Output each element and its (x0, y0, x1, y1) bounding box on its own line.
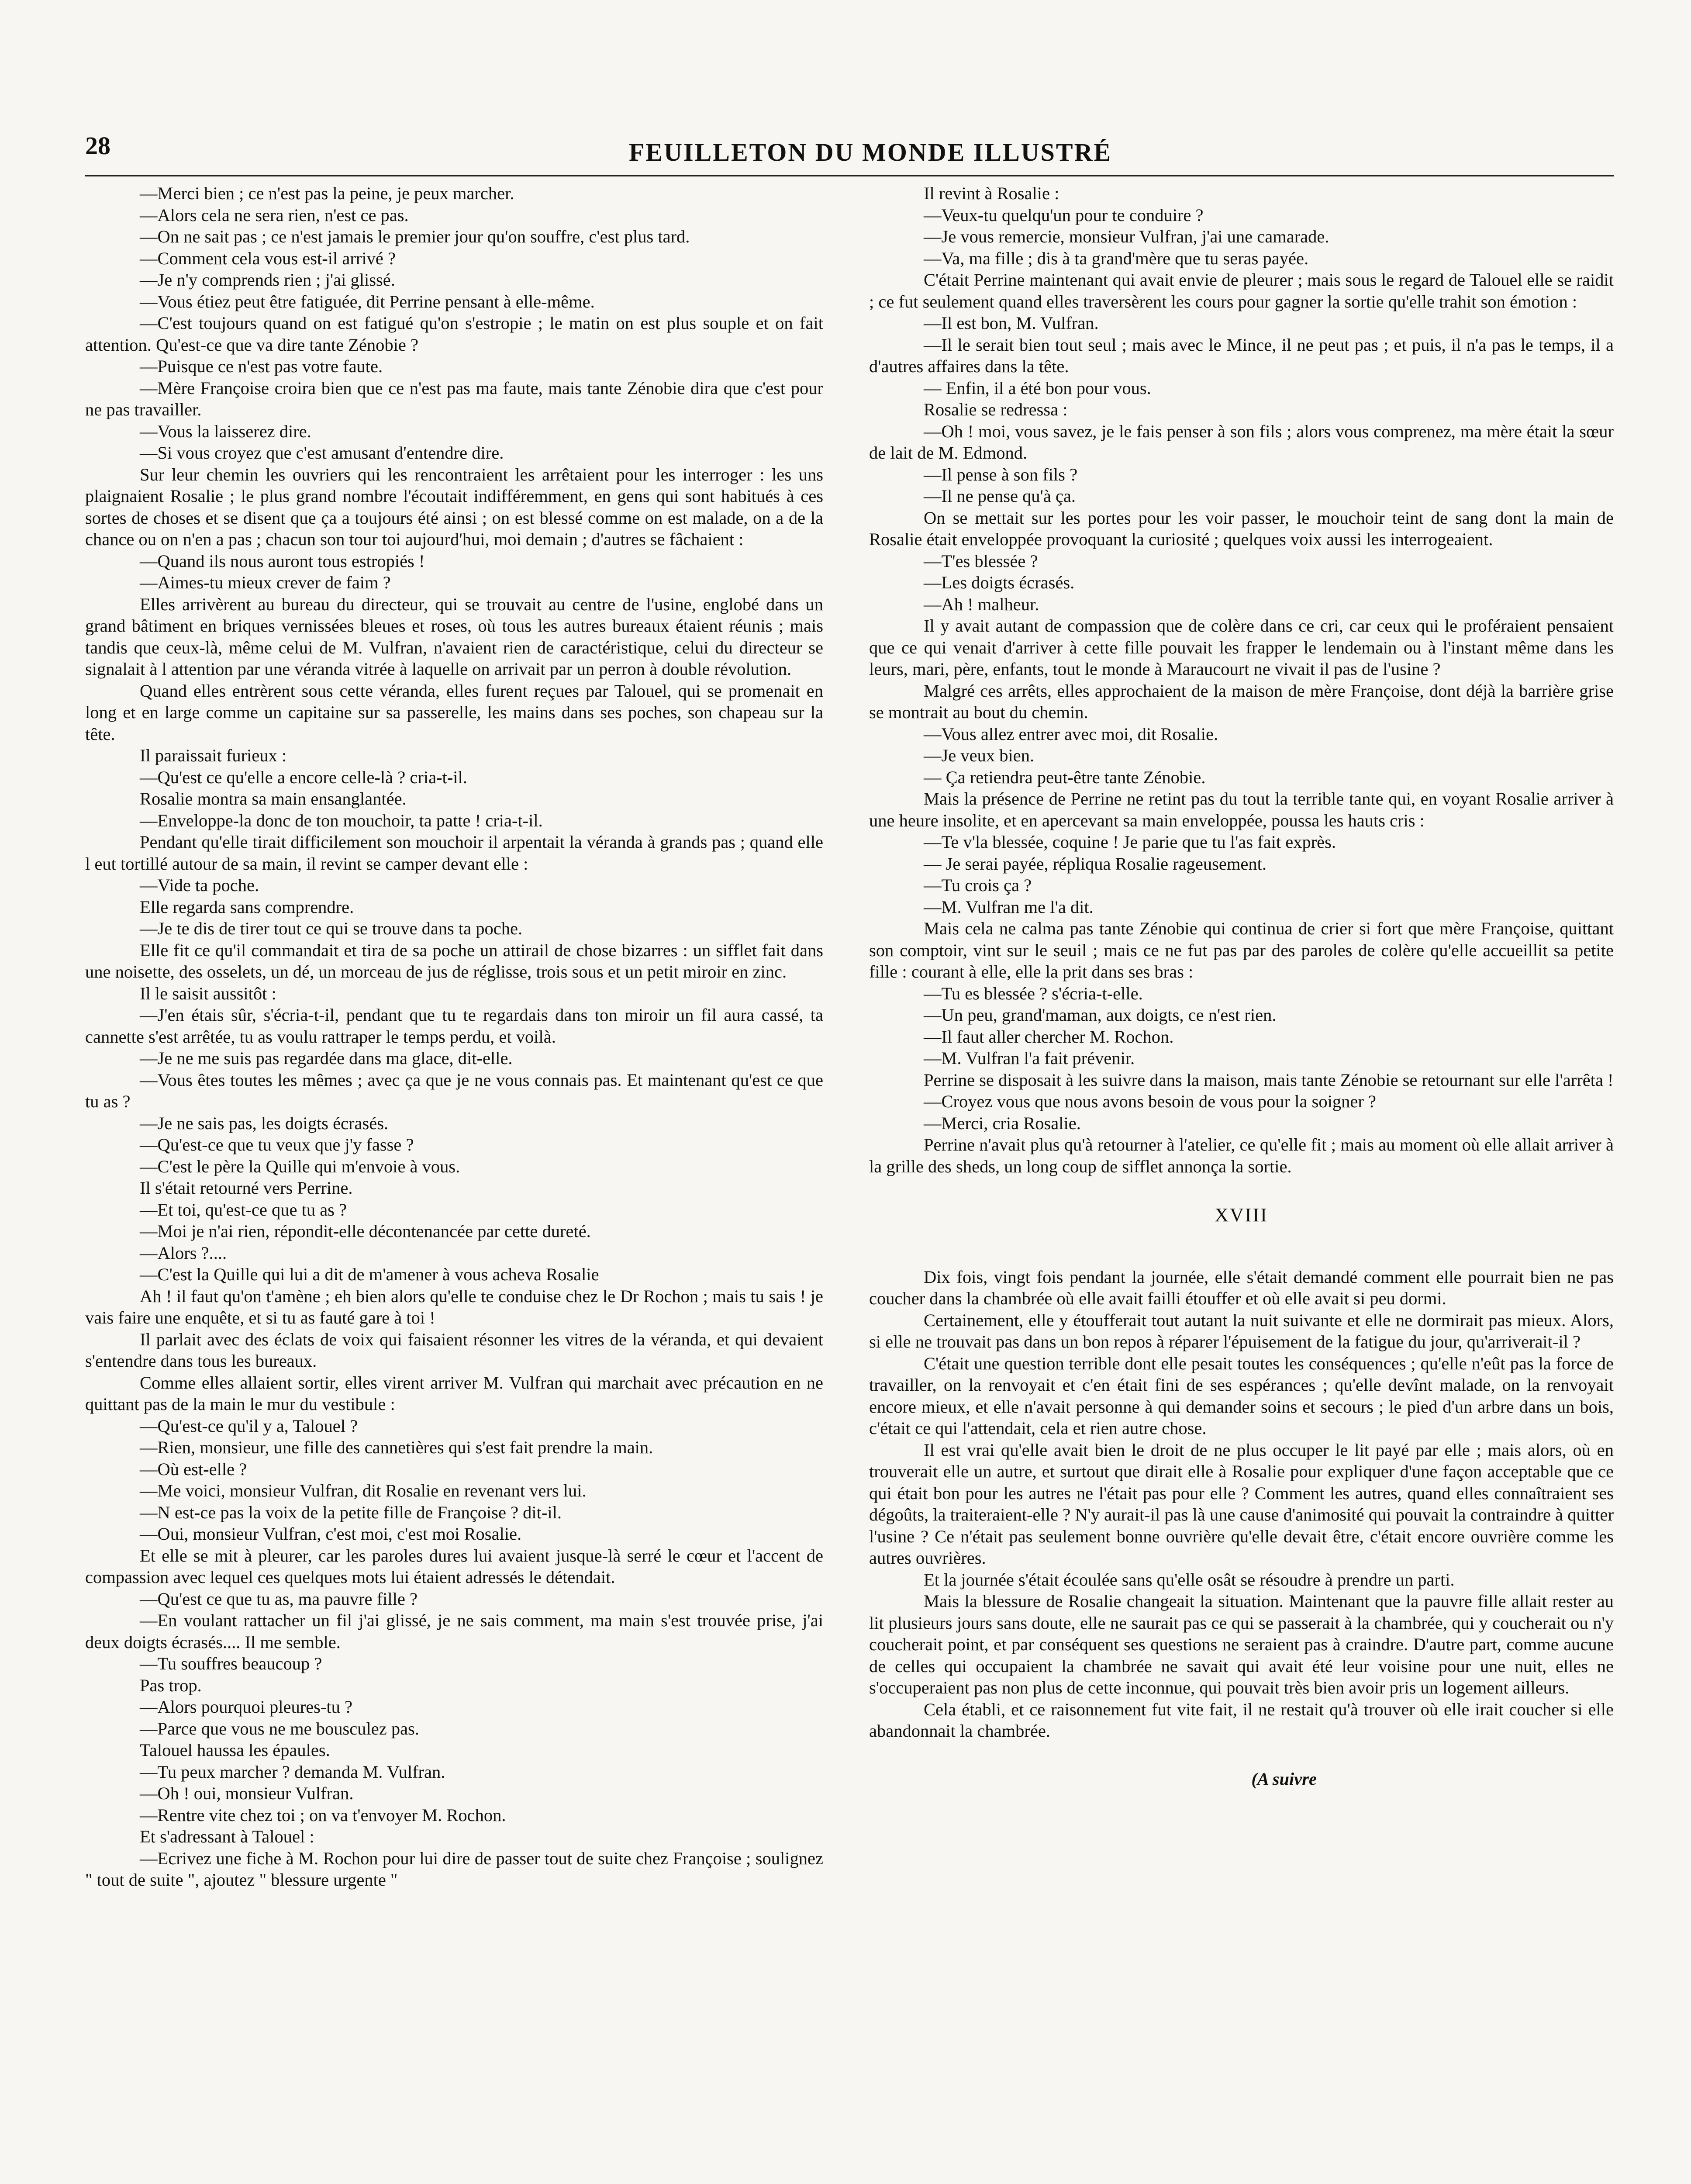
paragraph: Elle fit ce qu'il commandait et tira de sa poche un attirail de chose bizarres : un sifflet fait dans une noisette, des osselets, un dé, un morceau de jus de réglisse, trois sous et un petit miroir en zinc. (85, 940, 823, 981)
paragraph: —Il ne pense qu'à ça. (924, 486, 1076, 506)
paragraph: —Alors cela ne sera rien, n'est ce pas. (140, 205, 409, 225)
paragraph: —Ecrivez une fiche à M. Rochon pour lui dire de passer tout de suite chez Françoise ; soulignez " tout de suite ", ajoutez " blessure urgente " (85, 1848, 823, 1890)
paragraph: —Il pense à son fils ? (924, 464, 1078, 484)
paragraph: Mais la blessure de Rosalie changeait la situation. Maintenant que la pauvre fille allait rester au lit plusieurs jours sans doute, elle ne saurait pas ce qui se passerait à la chambrée, qui y coucherait ou n'y coucherait point, et par conséquent ses questions ne seraient pas à craindre. D'autre part, comme aucune de celles qui occupaient la chambrée ne savait qui avait été leur voisine pour une nuit, elles ne s'occuperaient pas non plus de cette inconnue, qui pouvait très bien avoir pris un logement ailleurs. (869, 1591, 1614, 1697)
paragraph: —Moi je n'ai rien, répondit-elle décontenancée par cette dureté. (140, 1221, 591, 1241)
paragraph: —Je vous remercie, monsieur Vulfran, j'ai une camarade. (924, 227, 1329, 246)
paragraph: Perrine n'avait plus qu'à retourner à l'atelier, ce qu'elle fit ; mais au moment où elle allait arriver à la grille des sheds, un long coup de sifflet annonça la sortie. (869, 1135, 1614, 1176)
paragraph: Dix fois, vingt fois pendant la journée, elle s'était demandé comment elle pourrait bien ne pas coucher dans la chambrée où elle avait failli étouffer et où elle avait si peu dormi. (869, 1267, 1614, 1308)
paragraph: Rosalie montra sa main ensanglantée. (140, 789, 407, 809)
paragraph: —Si vous croyez que c'est amusant d'entendre dire. (140, 443, 504, 463)
chapter-heading: XVIII (1215, 1204, 1268, 1226)
paragraph: Pendant qu'elle tirait difficilement son mouchoir il arpentait la véranda à grands pas ; quand elle l eut tortillé autour de sa main, il revint se camper devant elle : (85, 832, 823, 874)
running-title: FEUILLETON DU MONDE ILLUSTRÉ (629, 138, 1112, 166)
paragraph: —Croyez vous que nous avons besoin de vous pour la soigner ? (924, 1092, 1376, 1111)
paragraph: — Ça retiendra peut-être tante Zénobie. (924, 767, 1206, 787)
paragraph: Certainement, elle y étoufferait tout autant la nuit suivante et elle ne dormirait pas mieux. Alors, si elle ne trouvait pas dans un bon repos à réparer l'épuisement de la fatigue du jour, qu'arriverait-il ? (869, 1310, 1614, 1351)
paragraph: —Un peu, grand'maman, aux doigts, ce n'est rien. (924, 1005, 1277, 1025)
right-column-after-chapter (869, 1266, 1614, 1742)
paragraph: —Merci bien ; ce n'est pas la peine, je peux marcher. (140, 183, 514, 203)
paragraph: —Puisque ce n'est pas votre faute. (140, 356, 383, 376)
paragraph: Mais cela ne calma pas tante Zénobie qui continua de crier si fort que mère Françoise, quittant son comptoir, vint sur le seuil ; mais ce ne fut pas par des paroles de colère qu'elle accueillit sa petite fille : courant à elle, elle la prit dans ses bras : (869, 919, 1614, 981)
paragraph: —Va, ma fille ; dis à ta grand'mère que tu seras payée. (924, 248, 1309, 268)
paragraph: —Tu crois ça ? (924, 875, 1032, 895)
paragraph: —Rentre vite chez toi ; on va t'envoyer M. Rochon. (140, 1805, 506, 1825)
paragraph: —Vide ta poche. (140, 875, 259, 895)
paragraph: Talouel haussa les épaules. (140, 1740, 330, 1760)
paragraph: Il parlait avec des éclats de voix qui faisaient résonner les vitres de la véranda, et qui devaient s'entendre dans tous les bureaux. (85, 1329, 823, 1371)
paragraph: —Vous êtes toutes les mêmes ; avec ça que je ne vous connais pas. Et maintenant qu'est ce que tu as ? (85, 1070, 823, 1111)
paragraph: — Je serai payée, répliqua Rosalie rageusement. (924, 854, 1267, 874)
paragraph: —Ah ! malheur. (924, 594, 1039, 614)
paragraph: —Alors ?.... (140, 1243, 227, 1263)
paragraph: —Il est bon, M. Vulfran. (924, 313, 1099, 333)
paragraph: Sur leur chemin les ouvriers qui les rencontraient les arrêtaient pour les interroger : les uns plaignaient Rosalie ; le plus grand nombre l'écoutait indifféremment, en gens qui sont habitués à ces sortes de choses et se disent que ça a toujours été ainsi ; on est blessé comme on est malade, on a de la chance ou on n'en a pas ; chacun son tour toi aujourd'hui, moi demain ; d'autres se fâchaient : (85, 464, 823, 549)
paragraph: —Je n'y comprends rien ; j'ai glissé. (140, 270, 395, 290)
paragraph: Et s'adressant à Talouel : (140, 1827, 314, 1846)
paragraph: Comme elles allaient sortir, elles virent arriver M. Vulfran qui marchait avec précaution en ne quittant pas de la main le mur du vestibule : (85, 1372, 823, 1414)
paragraph: —Il le serait bien tout seul ; mais avec le Mince, il ne peut pas ; et puis, il n'a pas le temps, il a d'autres affaires dans la tête. (869, 335, 1614, 376)
paragraph: On se mettait sur les portes pour les voir passer, le mouchoir teint de sang dont la main de Rosalie était enveloppée provoquant la curiosité ; quelques voix aussi les interrogeaient. (869, 508, 1614, 549)
paragraph: —C'est toujours quand on est fatigué qu'on s'estropie ; le matin on est plus souple et on fait attention. Qu'est-ce que va dire tante Zénobie ? (85, 313, 823, 355)
paragraph: —Merci, cria Rosalie. (924, 1113, 1081, 1133)
paragraph: Mais la présence de Perrine ne retint pas du tout la terrible tante qui, en voyant Rosalie arriver à une heure insolite, et en apercevant sa main enveloppée, poussa les hauts cris : (869, 789, 1614, 830)
paragraph: —On ne sait pas ; ce n'est jamais le premier jour qu'on souffre, c'est plus tard. (140, 227, 690, 246)
paragraph: —Tu souffres beaucoup ? (140, 1654, 322, 1673)
paragraph: Rosalie se redressa : (924, 400, 1068, 419)
paragraph: C'était une question terrible dont elle pesait toutes les conséquences ; qu'elle n'eût pas la force de travailler, on la renvoyait et c'en était fini de ses espérances ; qu'elle devînt malade, on la renvoyait encore mieux, et elle n'avait personne à qui demander soins et secours ; le pied d'un arbre dans un bois, c'était ce qui l'attendait, cela et rien autre chose. (869, 1353, 1614, 1438)
paragraph: Il est vrai qu'elle avait bien le droit de ne plus occuper le lit payé par elle ; mais alors, où en trouverait elle un autre, et surtout que dirait elle à Rosalie pour expliquer d'une façon acceptable que ce qui était bon pour les autres ne l'était pas pour elle ? Comment les autres, quand elles connaîtraient ses dégoûts, la traiteraient-elle ? N'y aurait-il pas là une cause d'animosité qui pouvait la contraindre à quitter l'usine ? Ce n'était pas seulement bonne ouvrière qu'elle devait être, c'était encore ouvrière comme les autres ouvrières. (869, 1440, 1614, 1568)
paragraph: —Je ne sais pas, les doigts écrasés. (140, 1113, 389, 1133)
page-number: 28 (85, 131, 110, 160)
paragraph: Il revint à Rosalie : (924, 183, 1059, 203)
paragraph: —Tu peux marcher ? demanda M. Vulfran. (140, 1762, 445, 1782)
paragraph: —Oui, monsieur Vulfran, c'est moi, c'est moi Rosalie. (140, 1524, 522, 1544)
paragraph: —Oh ! moi, vous savez, je le fais penser à son fils ; alors vous comprenez, ma mère était la sœur de lait de M. Edmond. (869, 421, 1614, 463)
paragraph: Quand elles entrèrent sous cette véranda, elles furent reçues par Talouel, qui se promenait en long et en large comme un capitaine sur sa passerelle, les mains dans ses poches, son chapeau sur la tête. (85, 681, 823, 744)
paragraph: —Vous la laisserez dire. (140, 421, 311, 441)
paragraph: —Je te dis de tirer tout ce qui se trouve dans ta poche. (140, 919, 523, 938)
paragraph: Et la journée s'était écoulée sans qu'elle osât se résoudre à prendre un parti. (924, 1569, 1455, 1590)
paragraph: —Qu'est ce que tu as, ma pauvre fille ? (140, 1589, 418, 1609)
paragraph: C'était Perrine maintenant qui avait envie de pleurer ; mais sous le regard de Talouel elle se raidit ; ce fut seulement quand elles traversèrent les cours pour gagner la sortie qu'elle trahit son émotion : (869, 270, 1614, 311)
paragraph: —C'est le père la Quille qui m'envoie à vous. (140, 1156, 460, 1176)
paragraph: —Veux-tu quelqu'un pour te conduire ? (924, 205, 1204, 225)
paragraph: —Enveloppe-la donc de ton mouchoir, ta patte ! cria-t-il. (140, 810, 543, 830)
right-column-before-chapter (869, 183, 1614, 1177)
paragraph: —Qu'est-ce qu'il y a, Talouel ? (140, 1416, 358, 1436)
paragraph: —Mère Françoise croira bien que ce n'est pas ma faute, mais tante Zénobie dira que c'est pour ne pas travailler. (85, 378, 823, 419)
paragraph: —Et toi, qu'est-ce que tu as ? (140, 1199, 347, 1220)
paragraph: —Parce que vous ne me bousculez pas. (140, 1718, 419, 1738)
continuation-mark: (A suivre (1251, 1769, 1317, 1789)
paragraph: —Il faut aller chercher M. Rochon. (924, 1026, 1174, 1047)
paragraph: —Aimes-tu mieux crever de faim ? (140, 573, 391, 592)
paragraph: —Où est-elle ? (140, 1459, 247, 1479)
paragraph: Perrine se disposait à les suivre dans la maison, mais tante Zénobie se retournant sur elle l'arrêta ! (924, 1070, 1614, 1090)
paragraph: —Qu'est-ce que tu veux que j'y fasse ? (140, 1135, 414, 1154)
paragraph: Il y avait autant de compassion que de colère dans ce cri, car ceux qui le proféraient pensaient que ce qui venait d'arriver à cette fille pouvait les frapper le lendemain ou à l'instant même dans les leurs, mari, père, enfants, tout le monde à Maraucourt ne vivait il pas de l'usine ? (869, 616, 1614, 679)
paragraph: Ah ! il faut qu'on t'amène ; eh bien alors qu'elle te conduise chez le Dr Rochon ; mais tu sais ! je vais faire une enquête, et si tu as fauté gare à toi ! (85, 1286, 823, 1327)
paragraph: Malgré ces arrêts, elles approchaient de la maison de mère Françoise, dont déjà la barrière grise se montrait au bout du chemin. (869, 681, 1614, 722)
paragraph: —Tu es blessée ? s'écria-t-elle. (924, 983, 1143, 1003)
paragraph: Cela établi, et ce raisonnement fut vite fait, il ne restait qu'à trouver où elle irait coucher si elle abandonnait la chambrée. (869, 1699, 1614, 1741)
paragraph: Elles arrivèrent au bureau du directeur, qui se trouvait au centre de l'usine, englobé dans un grand bâtiment en briques vernissées bleues et roses, où tous les autres bureaux étaient réunis ; mais tandis que ceux-là, même celui de M. Vulfran, n'avaient rien de caractéristique, celui du directeur se signalait à l attention par une véranda vitrée à laquelle on arrivait par un perron à double révolution. (85, 594, 823, 679)
paragraph: — Enfin, il a été bon pour vous. (924, 378, 1151, 398)
paragraph: Il le saisit aussitôt : (140, 983, 276, 1003)
paragraph: Il paraissait furieux : (140, 746, 287, 765)
paragraph: —Je veux bien. (924, 746, 1035, 765)
paragraph: —Vous étiez peut être fatiguée, dit Perrine pensant à elle-même. (140, 291, 595, 311)
paragraph: —Oh ! oui, monsieur Vulfran. (140, 1783, 354, 1803)
paragraph: —Rien, monsieur, une fille des cannetières qui s'est fait prendre la main. (140, 1438, 653, 1457)
paragraph: —M. Vulfran me l'a dit. (924, 897, 1094, 917)
paragraph: Elle regarda sans comprendre. (140, 897, 354, 917)
paragraph: —J'en étais sûr, s'écria-t-il, pendant que tu te regardais dans ton miroir un fil aura cassé, ta cannette s'est arrêtée, tu as voulu rattraper le temps perdu, et voilà. (85, 1005, 823, 1047)
paragraph: —En voulant rattacher un fil j'ai glissé, je ne sais comment, ma main s'est trouvée prise, j'ai deux doigts écrasés.... Il me semble. (85, 1610, 823, 1652)
paragraph: —T'es blessée ? (924, 551, 1038, 571)
paragraph: —Me voici, monsieur Vulfran, dit Rosalie en revenant vers lui. (140, 1481, 587, 1500)
paragraph: —Quand ils nous auront tous estropiés ! (140, 551, 425, 571)
paragraph: Pas trop. (140, 1675, 202, 1695)
paragraph: —C'est la Quille qui lui a dit de m'amener à vous acheva Rosalie (140, 1265, 599, 1284)
paragraph: —Qu'est ce qu'elle a encore celle-là ? cria-t-il. (140, 767, 467, 787)
paragraph: —M. Vulfran l'a fait prévenir. (924, 1048, 1135, 1068)
paragraph: —Je ne me suis pas regardée dans ma glace, dit-elle. (140, 1048, 513, 1068)
paragraph: —Les doigts écrasés. (924, 573, 1075, 592)
header-rule (85, 175, 1614, 176)
left-column (85, 183, 823, 1891)
paragraph: Et elle se mit à pleurer, car les paroles dures lui avaient jusque-là serré le cœur et l'accent de compassion avec lequel ces quelques mots lui étaient adressés le détendait. (85, 1545, 823, 1587)
paragraph: —Te v'la blessée, coquine ! Je parie que tu l'as fait exprès. (924, 832, 1336, 852)
right-column (869, 183, 1614, 1790)
paragraph: —N est-ce pas la voix de la petite fille de Françoise ? dit-il. (140, 1502, 562, 1522)
paragraph: —Comment cela vous est-il arrivé ? (140, 248, 396, 268)
paragraph: —Alors pourquoi pleures-tu ? (140, 1697, 353, 1717)
paragraph: —Vous allez entrer avec moi, dit Rosalie. (924, 724, 1218, 744)
paragraph: Il s'était retourné vers Perrine. (140, 1178, 353, 1198)
